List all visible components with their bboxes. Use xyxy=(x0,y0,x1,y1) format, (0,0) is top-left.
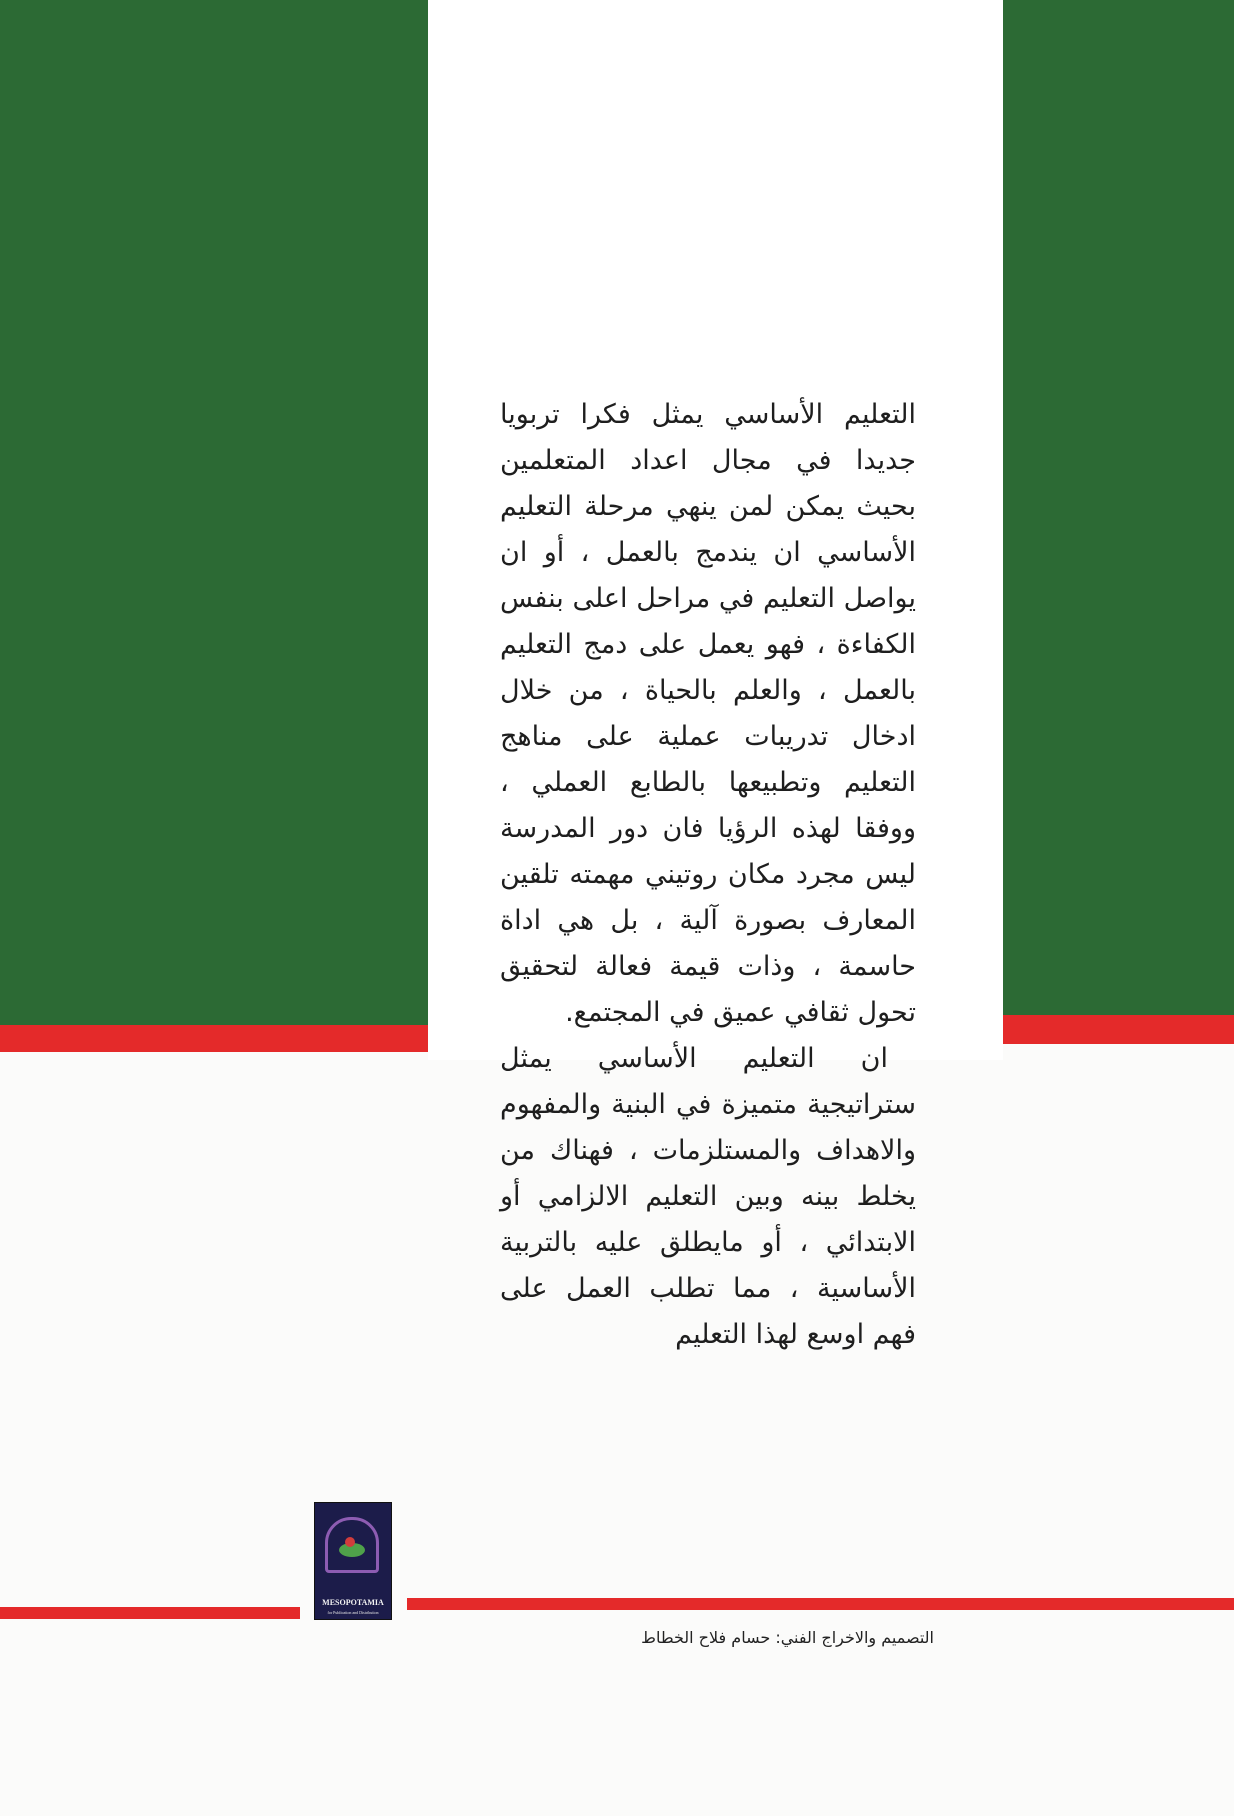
publisher-name: MESOPOTAMIA xyxy=(322,1598,384,1607)
red-rule-bottom-left xyxy=(0,1607,300,1619)
blurb-text xyxy=(500,392,916,1358)
blurb-paragraph-2: ان التعليم الأساسي يمثل ستراتيجية متميزة في البنية والمفهوم والاهداف والمستلزمات ، فهناك من يخلط بينه وبين التعليم الالزامي أو الابتدائي ، أو مايطلق عليه بالتربية الأساسية ، مما تطلب العمل على فهم اوسع لهذا التعليم xyxy=(500,1043,916,1350)
red-stripe-left xyxy=(0,1025,428,1052)
red-stripe-right xyxy=(1003,1015,1234,1044)
design-credit: التصميم والاخراج الفني: حسام فلاح الخطاط xyxy=(641,1628,934,1647)
red-rule-bottom-right xyxy=(407,1598,1234,1610)
green-band-left xyxy=(0,0,428,1025)
publisher-logo xyxy=(314,1502,392,1620)
green-band-right xyxy=(1003,0,1234,1015)
blurb-paragraph-1: التعليم الأساسي يمثل فكرا تربويا جديدا في مجال اعداد المتعلمين بحيث يمكن لمن ينهي مرحلة التعليم الأساسي ان يندمج بالعمل ، أو ان يواصل التعليم في مراحل اعلى بنفس الكفاءة ، فهو يعمل على دمج التعليم بالعمل ، والعلم بالحياة ، من خلال ادخال تدريبات عملية على مناهج التعليم وتطبيعها بالطابع العملي ، ووفقا لهذه الرؤيا فان دور المدرسة ليس مجرد مكان روتيني مهمته تلقين المعارف بصورة آلية ، بل هي اداة حاسمة ، وذات قيمة فعالة لتحقيق تحول ثقافي عميق في المجتمع. xyxy=(500,399,916,1028)
publisher-subtitle: for Publication and Distribution xyxy=(327,1610,379,1615)
logo-dot-icon xyxy=(345,1537,355,1547)
